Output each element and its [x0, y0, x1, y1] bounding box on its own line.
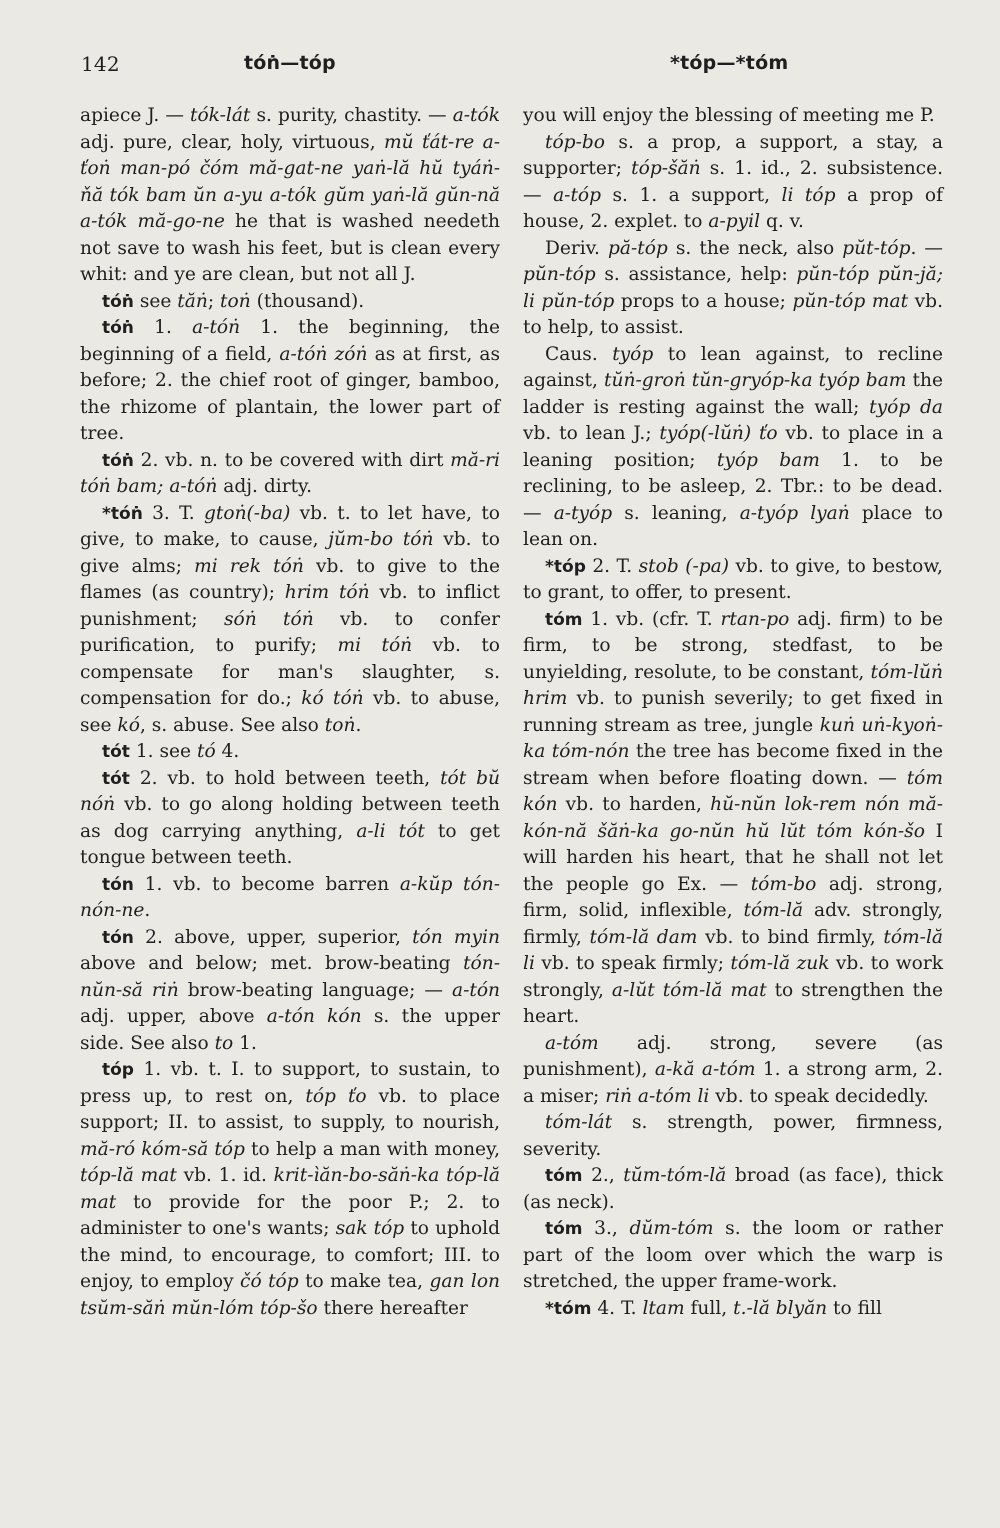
entry-text: vb. to harden, — [557, 794, 711, 815]
italic-term: li tóp — [781, 184, 836, 206]
dictionary-entry — [523, 1296, 943, 1323]
entry-text: brow-beating language; — — [178, 979, 452, 1001]
entry-text: vb. to compensate for man's slaughter, s. compensation for do.; — [80, 635, 501, 709]
italic-term: gan lon tsŭm-săṅ mŭn-lóm tóp-šo — [80, 1271, 500, 1319]
italic-term: tŭm-tóm-lă — [623, 1165, 727, 1186]
italic-term: pŭn-tóp — [523, 264, 596, 285]
entry-text: there hereafter — [317, 1297, 468, 1319]
entry-text: s. the neck, also — [667, 237, 843, 259]
entry-text: . — — [910, 237, 944, 259]
right-running-head: *tóp—*tóm — [670, 52, 789, 74]
dictionary-entry — [523, 1216, 943, 1296]
entry-text: as at first, as before; 2. the chief root of ginger, bamboo, the rhizome of plantain, the lower part of tree. — [80, 343, 501, 444]
italic-term: toṅ — [220, 290, 251, 312]
entry-text: 2. vb. n. to be covered with dirt — [133, 449, 451, 471]
italic-term: pă-tóp — [608, 237, 668, 259]
italic-term: a-kă a-tóm — [654, 1059, 756, 1080]
entry-text: 4. — [215, 741, 240, 762]
entry-text: 1. vb. (cfr. T. — [582, 608, 721, 630]
entry-text: I will harden his heart, that he shall not let the people go Ex. — — [523, 820, 943, 895]
entry-text: 1. a strong arm, 2. a miser; — [523, 1059, 944, 1107]
italic-term: čó tóp — [240, 1271, 299, 1292]
italic-term: a-li tót — [356, 820, 425, 842]
italic-term: tó — [196, 741, 216, 762]
entry-text: you will enjoy the blessing of meeting me P. — [523, 105, 935, 126]
entry-text: adj. pure, clear, holy, virtuous, — [80, 131, 385, 153]
italic-term: a-tóm — [545, 1032, 599, 1054]
left-column — [80, 103, 500, 1322]
entry-text: a prop of house, 2. explet. to — [523, 184, 944, 232]
italic-term: tyóp — [612, 343, 654, 365]
entry-text: vb. to confer purification, to purify; — [80, 608, 501, 656]
dictionary-entry — [80, 448, 500, 501]
italic-term: a-tón — [451, 979, 500, 1001]
dictionary-entry — [80, 739, 500, 766]
headword: tóm — [545, 1166, 583, 1186]
headword: tóṅ — [102, 318, 134, 338]
italic-term: tŭṅ-groṅ tŭn-gryóp-ka tyóp bam — [604, 370, 907, 391]
entry-text: vb. t. to let have, to give, to make, to cause, — [80, 502, 500, 550]
entry-text: vb. to speak firmly; — [534, 953, 731, 974]
italic-term: sak tóp — [335, 1218, 405, 1239]
entry-text: s. the upper side. See also — [80, 1006, 501, 1054]
italic-term: jŭm-bo tóṅ — [328, 529, 434, 550]
italic-term: pŭn-tóp mat — [792, 290, 909, 312]
entry-text: 1. see — [129, 741, 197, 762]
entry-text: 1. the beginning, the beginning of a field, — [80, 317, 500, 365]
italic-term: t.-lă blyăn — [733, 1297, 828, 1319]
italic-term: tót bŭ nóṅ — [80, 767, 500, 815]
entry-text: to lean against, to recline against, — [523, 343, 943, 391]
italic-term: kó — [117, 714, 140, 736]
entry-text: the tree has become fixed in the stream when before floating down. — — [523, 741, 943, 789]
italic-term: a-pyil — [708, 211, 761, 232]
italic-term: tón myin — [412, 926, 500, 948]
headword: tón — [102, 927, 134, 948]
italic-term: mi rek tóṅ — [194, 555, 304, 577]
page-number: 142 — [81, 52, 120, 76]
entry-text: 1. to be reclining, to be asleep, 2. Tbr.: to be dead. — — [523, 449, 943, 524]
headword: tóṅ — [102, 291, 134, 312]
entry-text: vb. to bind firmly, — [697, 926, 884, 948]
dictionary-entry — [80, 103, 500, 289]
entry-text: 3., — [582, 1218, 630, 1239]
entry-text: to strengthen the heart. — [523, 979, 943, 1027]
entry-text: he that is washed needeth not save to wash his feet, but is clean every whit: and ye are clean, but not all J. — [80, 211, 500, 285]
dictionary-entry — [523, 554, 943, 607]
italic-term: tóm-lát — [545, 1112, 613, 1133]
entry-text: s. assistance, help: — [595, 264, 797, 285]
left-running-head: tóṅ—tóp — [244, 52, 336, 74]
dictionary-entry — [523, 1163, 943, 1216]
entry-text: vb. to speak decidedly. — [709, 1085, 929, 1107]
entry-text: vb. to abuse, see — [80, 688, 500, 736]
entry-text: adj. dirty. — [217, 476, 312, 497]
italic-term: tóm-bo — [750, 873, 817, 895]
entry-text: s. 1. a support, — [601, 184, 782, 206]
italic-term: tóp-bo — [545, 131, 605, 153]
entry-text: 1. — [233, 1032, 257, 1054]
italic-term: a-tóp — [553, 184, 602, 206]
entry-text: s. purity, chastity. — — [250, 105, 453, 126]
entry-text: s. 1. id., 2. subsistence. — — [523, 158, 943, 206]
italic-term: tóm-lŭṅ hrim — [523, 661, 943, 709]
entry-text: (thousand). — [250, 290, 365, 312]
entry-text: props to a house; — [614, 290, 793, 312]
italic-term: hŭ-nŭn lok-rem nón mă-kón-nă šăṅ-ka go-nŭn hŭ lŭt tóm kón-šo — [523, 794, 944, 842]
dictionary-entry — [523, 607, 943, 1031]
entry-text: vb. to inflict punishment; — [80, 582, 500, 630]
italic-term: stob (-pa) — [638, 555, 729, 577]
italic-term: a-tyóp — [553, 502, 613, 524]
dictionary-entry — [523, 130, 943, 236]
entry-text: s. strength, power, firmness, severity. — [523, 1112, 943, 1160]
entry-text: to make tea, — [298, 1271, 430, 1292]
headword: tóm — [545, 609, 583, 630]
italic-term: a-tók — [452, 105, 500, 126]
entry-text: vb. to work strongly, — [523, 953, 944, 1001]
entry-text: above and below; met. brow-beating — [80, 953, 464, 974]
italic-term: mŭ ťát-re a-ťoṅ man-pó čóm mă-gat-ne yaṅ-lă hŭ tyáṅ-ňă tók bam ŭn a-yu a-tók gŭm yaṅ-lă gŭn-nă a-tók mă-go-ne — [80, 131, 500, 232]
headword: tóṅ — [102, 450, 134, 471]
italic-term: ltam — [642, 1297, 685, 1319]
entry-text: apiece J. — — [80, 105, 191, 126]
entry-text: broad (as face), thick (as neck). — [523, 1165, 943, 1213]
dictionary-entry — [523, 103, 943, 130]
entry-text: to provide for the poor P.; 2. to administer to one's wants; — [80, 1191, 500, 1239]
entry-text: vb. to punish severily; to get fixed in running stream as tree, jungle — [523, 688, 943, 736]
entry-text: vb. to place in a leaning position; — [523, 423, 943, 471]
headword: tóp — [102, 1060, 134, 1080]
dictionary-entry — [80, 289, 500, 316]
italic-term: tóm-lă zuk — [730, 953, 830, 974]
headword: tót — [102, 742, 130, 762]
entry-text: vb. to go along holding between teeth as dog carrying anything, — [80, 794, 500, 842]
entry-text: vb. to give, to bestow, to grant, to offer, to present. — [523, 555, 943, 603]
italic-term: toṅ — [324, 714, 356, 736]
italic-term: tóm-lă li — [523, 926, 943, 974]
entry-text: to fill — [827, 1297, 882, 1319]
dictionary-entry — [80, 766, 500, 872]
entry-text: to get tongue between teeth. — [80, 820, 501, 868]
headword: *tóṅ — [102, 503, 143, 524]
italic-term: pŭt-tóp — [842, 237, 911, 259]
entry-text: 4. T. — [591, 1297, 643, 1319]
italic-term: tóm-lă dam — [589, 926, 698, 948]
headword: *tóm — [545, 1298, 592, 1319]
italic-term: a-kŭp tón-nón-ne — [80, 873, 500, 921]
entry-text: . — [144, 900, 151, 921]
italic-term: tăṅ — [177, 290, 208, 312]
entry-text: 2., — [582, 1165, 624, 1186]
entry-text: vb. to give alms; — [80, 529, 500, 577]
italic-term: tóp-šăṅ — [631, 158, 701, 179]
italic-term: mă-ri tóṅ bam; a-tóṅ — [80, 449, 500, 497]
italic-term: kuṅ uṅ-kyoṅ-ka tóm-nón — [523, 714, 943, 762]
entry-text: 3. T. — [142, 502, 204, 524]
headword: tóm — [545, 1219, 583, 1239]
entry-text: vb. 1. id. — [176, 1165, 274, 1186]
entry-text: adj. strong, firm, solid, inflexible, — [523, 873, 943, 921]
entry-text: ; — [207, 290, 221, 312]
headword: tót — [102, 768, 130, 789]
italic-term: pŭn-tóp pŭn-jă; li pŭn-tóp — [523, 264, 943, 312]
entry-text: vb. to lean J.; — [523, 423, 660, 444]
entry-text: s. a prop, a support, a stay, a supporter; — [523, 131, 943, 179]
entry-text: . — [355, 714, 362, 736]
entry-text: Deriv. — [545, 237, 608, 259]
italic-term: tyóp(-lŭṅ) ťo — [659, 423, 778, 444]
italic-term: to — [214, 1032, 234, 1054]
italic-term: tóp-lă mat — [80, 1165, 177, 1186]
entry-text: adj. firm) to be firm, to be strong, stedfast, to be unyielding, resolute, to be constant, — [523, 608, 943, 683]
entry-text: 2. above, upper, superior, — [133, 926, 413, 948]
italic-term: tók-lát — [190, 105, 251, 126]
entry-text: Caus. — [545, 343, 613, 365]
entry-text: s. the loom or rather part of the loom over which the warp is stretched, the upper frame-work. — [523, 1218, 943, 1292]
italic-term: riṅ a-tóm li — [605, 1085, 710, 1107]
entry-text: 1. vb. to become barren — [133, 873, 400, 895]
dictionary-entry — [523, 1110, 943, 1163]
entry-text: s. leaning, — [612, 502, 740, 524]
entry-text: the ladder is resting against the wall; — [523, 370, 943, 418]
entry-text: adj. upper, above — [80, 1006, 267, 1027]
entry-text: see — [133, 290, 178, 312]
dictionary-entry — [80, 872, 500, 925]
headword: tón — [102, 874, 134, 895]
italic-term: tón-nŭn-să riṅ — [80, 953, 500, 1001]
italic-term: krit-ìăn-bo-săṅ-ka tóp-lă mat — [80, 1165, 501, 1213]
entry-text: place to lean on. — [523, 502, 943, 550]
entry-text: to help a man with money, — [244, 1138, 500, 1160]
italic-term: kó tóṅ — [301, 688, 364, 709]
dictionary-entry — [523, 1031, 943, 1111]
italic-term: tyóp da — [869, 396, 943, 418]
entry-text: adj. strong, severe (as punishment), — [523, 1032, 943, 1080]
entry-text: to uphold the mind, to encourage, to comfort; III. to enjoy, to employ — [80, 1218, 500, 1292]
entry-text: q. v. — [760, 211, 804, 232]
italic-term: tóm-lă — [743, 900, 804, 921]
entry-text: 2. vb. to hold between teeth, — [129, 767, 441, 789]
italic-term: hrim tóṅ — [284, 582, 370, 603]
italic-term: mi tóṅ — [337, 635, 413, 656]
italic-term: a-tóṅ zóṅ — [279, 343, 368, 365]
italic-term: tóp ťo — [305, 1085, 367, 1107]
dictionary-entry — [80, 315, 500, 448]
entry-text: vb. to give to the flames (as country); — [80, 555, 500, 603]
dictionary-entry — [80, 1057, 500, 1322]
right-column — [523, 103, 943, 1322]
italic-term: tyóp bam — [716, 449, 820, 471]
entry-text: adv. strongly, firmly, — [523, 900, 944, 948]
italic-term: a-tón kón — [266, 1006, 362, 1027]
entry-text: vb. to place support; II. to assist, to supply, to nourish, — [80, 1085, 500, 1133]
italic-term: rtan-po — [720, 608, 790, 630]
italic-term: mă-ró kóm-să tóp — [80, 1138, 245, 1160]
italic-term: a-lŭt tóm-lă mat — [611, 979, 767, 1001]
italic-term: dŭm-tóm — [629, 1218, 714, 1239]
dictionary-entry — [523, 342, 943, 554]
dictionary-entry — [80, 501, 500, 740]
entry-text: full, — [684, 1297, 734, 1319]
entry-text: 2. T. — [585, 555, 639, 577]
entry-text: , s. abuse. See also — [139, 714, 325, 736]
italic-term: tóm kón — [523, 767, 943, 815]
italic-term: gtoṅ(-ba) — [204, 502, 291, 524]
italic-term: sóṅ tóṅ — [224, 608, 314, 630]
entry-text: vb. to help, to assist. — [523, 290, 943, 338]
dictionary-entry — [523, 236, 943, 342]
entry-text: 1. vb. t. I. to support, to sustain, to press up, to rest on, — [80, 1059, 500, 1107]
headword: *tóp — [545, 556, 586, 577]
dictionary-entry — [80, 925, 500, 1058]
italic-term: a-tóṅ — [192, 317, 241, 338]
italic-term: a-tyóp lyaṅ — [739, 502, 850, 524]
entry-text: 1. — [133, 317, 193, 338]
